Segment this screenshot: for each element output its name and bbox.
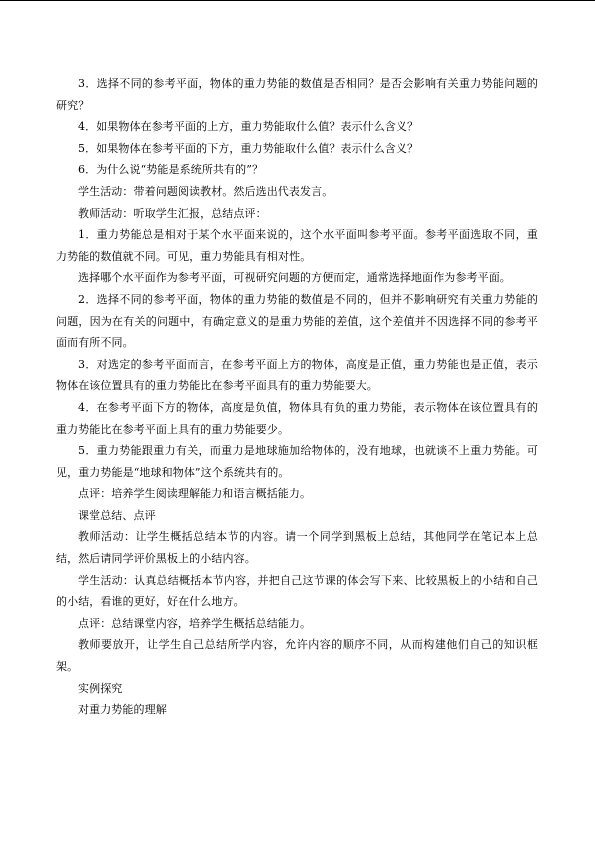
section-heading-summary: 课堂总结、点评 [78, 508, 156, 522]
answer-1: 1．重力势能总是相对于某个水平面来说的，这个水平面叫参考平面。参考平面选取不同，重力势能的数值就不同。可见，重力势能具有相对性。 [56, 228, 538, 263]
answer-4: 4．在参考平面下方的物体，高度是负值，物体具有负的重力势能，表示物体在该位置具有的重力势能比在参考平面上具有的重力势能要少。 [56, 400, 538, 436]
answer-2: 2．选择不同的参考平面，物体的重力势能的数值是不同的，但并不影响研究有关重力势能的问题，因为在有关的问题中，有确定意义的是重力势能的差值，这个差值并不因选择不同的参考平面而有所不同。 [56, 292, 538, 350]
comment-1: 点评：培养学生阅读理解能力和语言概括能力。 [78, 487, 312, 501]
question-3: 3．选择不同的参考平面，物体的重力势能的数值是否相同？是否会影响有关重力势能问题的研究？ [56, 77, 538, 112]
answer-3: 3．对选定的参考平面而言，在参考平面上方的物体，高度是正值，重力势能也是正值，表示物体在该位置具有的重力势能比在参考平面具有的重力势能要大。 [56, 357, 538, 393]
subsection-heading: 对重力势能的理解 [78, 703, 167, 717]
answer-1-note: 选择哪个水平面作为参考平面，可视研究问题的方便而定，通常选择地面作为参考平面。 [78, 271, 511, 285]
header-rule [0, 0, 595, 1]
teacher-note: 教师要放开，让学生自己总结所学内容，允许内容的顺序不同，从而构建他们自己的知识框架。 [56, 638, 538, 674]
teacher-activity-2: 教师活动：让学生概括总结本节的内容。请一个同学到黑板上总结，其他同学在笔记本上总结，然后请同学评价黑板上的小结内容。 [56, 530, 538, 566]
section-heading-examples: 实例探究 [78, 681, 123, 695]
teacher-activity-1: 教师活动：听取学生汇报，总结点评： [78, 206, 267, 220]
answer-5: 5．重力势能跟重力有关，而重力是地球施加给物体的，没有地球，也就谈不上重力势能。可见，重力势能是“地球和物体”这个系统共有的。 [56, 444, 538, 479]
question-4: 4．如果物体在参考平面的上方，重力势能取什么值？表示什么含义？ [78, 120, 419, 134]
document-body [56, 73, 538, 721]
student-activity-2: 学生活动：认真总结概括本节内容，并把自己这节课的体会写下来、比较黑板上的小结和自己的小结，看谁的更好，好在什么地方。 [56, 573, 538, 609]
question-5: 5．如果物体在参考平面的下方，重力势能取什么值？表示什么含义？ [78, 141, 419, 155]
comment-2: 点评：总结课堂内容，培养学生概括总结能力。 [78, 616, 312, 630]
question-6: 6．为什么说“势能是系统所共有的”？ [78, 163, 264, 177]
student-activity-1: 学生活动：带着问题阅读教材。然后选出代表发言。 [78, 184, 334, 198]
